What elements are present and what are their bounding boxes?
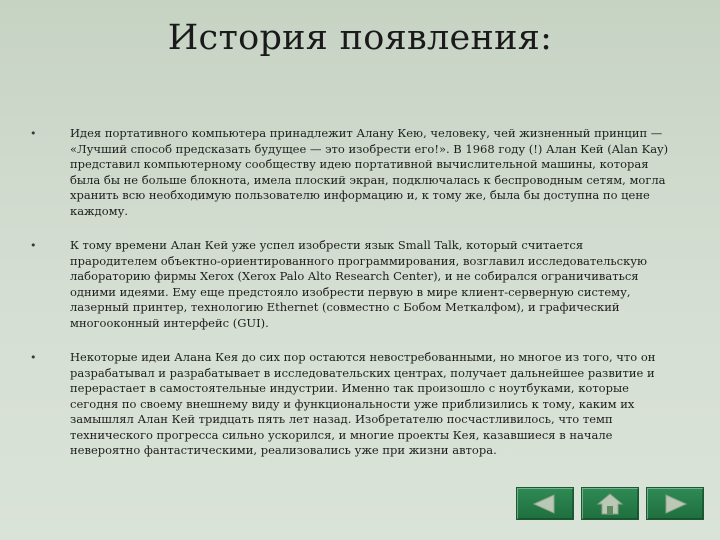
next-slide-button[interactable]: [646, 487, 704, 520]
bullet-marker: •: [30, 127, 37, 140]
previous-slide-button[interactable]: [516, 487, 574, 520]
home-icon: [595, 492, 625, 516]
bullet-text: Некоторые идеи Алана Кея до сих пор остаются невостребованными, но многое из того, что он разрабатывал и разрабатывает в исследовательских центрах, получает дальнейшее развитие и перерастает в самостоятельные индустрии. Именно так произошло с ноутбуками, которые сегодня по своему внешнему виду и функциональности уже приблизились к тому, каким их замышлял Алан Кей тридцать пять лет назад. Изобретателю посчастливилось, что темп технического прогресса сильно ускорился, и многие проекты Кея, казавшиеся в начале невероятно фантастическими, реализовались уже при жизни автора.: [70, 350, 656, 457]
bullet-item: [30, 238, 670, 331]
arrow-right-icon: [660, 493, 690, 515]
bullet-text: К тому времени Алан Кей уже успел изобрести язык Small Talk, который считается прародителем объектно-ориентированного программирования, возглавил исследовательскую лабораторию фирмы Xerox (Xerox Palo Alto Research Center), и не собирался ограничиваться одними идеями. Ему еще предстояло изобрести первую в мире клиент-серверную систему, лазерный принтер, технологию Ethernet (совместно с Бобом Меткалфом), и графический многооконный интерфейс (GUI).: [70, 238, 648, 330]
bullet-item: [30, 350, 670, 459]
slide-title: История появления:: [167, 18, 553, 58]
bullet-marker: •: [30, 351, 37, 364]
navigation-bar: [516, 487, 704, 520]
home-button[interactable]: [581, 487, 639, 520]
bullet-item: [30, 126, 670, 219]
bullet-marker: •: [30, 239, 37, 252]
bullet-text: Идея портативного компьютера принадлежит Алану Кею, человеку, чей жизненный принцип — «Лучший способ предсказать будущее — это изобрести его!». В 1968 году (!) Алан Кей (Alan Kay) представил компьютерному сообществу идею портативной вычислительной машины, которая была бы не больше блокнота, имела плоский экран, подключалась к беспроводным сетям, могла хранить всю необходимую пользователю информацию и, к тому же, была бы доступна по цене каждому.: [70, 126, 669, 218]
bullet-list: [30, 126, 670, 459]
arrow-left-icon: [530, 493, 560, 515]
